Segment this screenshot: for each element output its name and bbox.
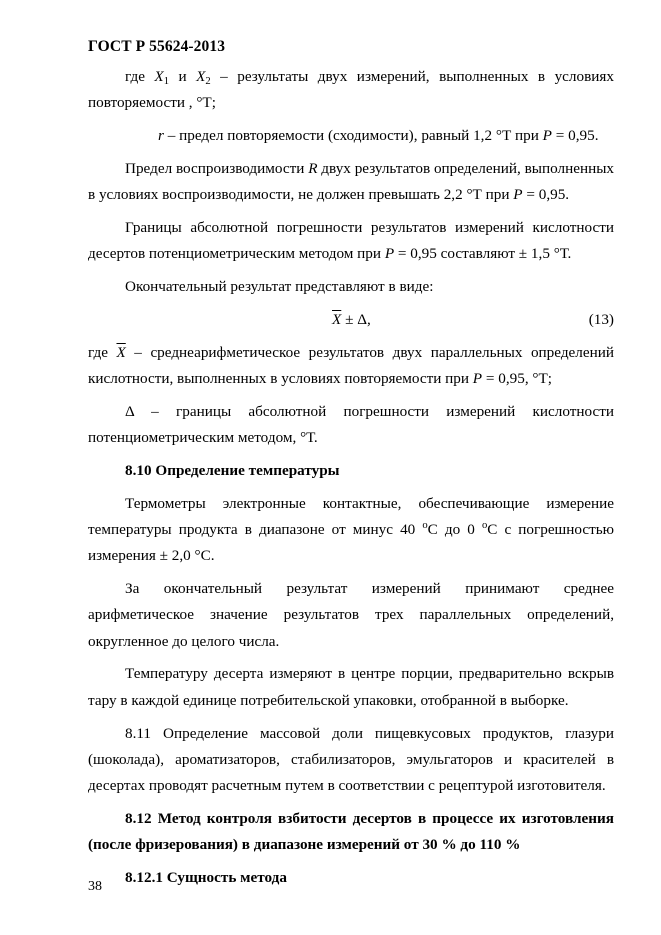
heading-8-12-1: 8.12.1 Сущность метода (125, 869, 287, 887)
text-run: = 0,95. (551, 127, 599, 145)
text-run: С с погрешностью измерения ± 2,0 °С. (88, 520, 615, 565)
var-p: P (542, 127, 552, 145)
text-run: = 0,95, °Т; (482, 369, 552, 387)
paragraph-8-11: 8.11 Определение массовой доли пищевкусовых продуктов, глазури (шоколада), ароматизаторов, стабилизаторов, эмульгаторов и красителей в десертах проводят расчетным путем в соответствии с рецептурой изготовителя. (88, 724, 614, 795)
heading-8-12: 8.12 Метод контроля взбитости десертов в процессе их изготовления (после фризерования) в диапазоне измерений от 30 % до 110 % (88, 809, 614, 854)
text-run: С до 0 (427, 520, 482, 538)
text-run: и (169, 68, 197, 85)
text-run: Термометры электронные контактные, обеспечивающие измерение температуры продукта в диапазоне от минус 40 (88, 494, 614, 538)
formula-13 (88, 307, 614, 333)
formula-expression (332, 307, 371, 333)
paragraph-result-form: Окончательный результат представляют в виде: (125, 278, 434, 296)
paragraph-reproducibility-limit (88, 156, 614, 209)
text-run: – среднеарифметическое результатов двух параллельных определений кислотности, выполненных в условиях повторяемости при (88, 343, 614, 387)
paragraph-error-bounds (88, 215, 614, 268)
var-x2: X (196, 68, 206, 85)
var-p: P (384, 245, 395, 263)
paragraph-final-result: За окончательный результат измерений принимают среднее арифметическое значение результатов трех параллельных определений, округленное до целого числа. (88, 580, 614, 650)
subscript-2: 2 (205, 76, 211, 87)
paragraph-x-mean-definition (88, 340, 614, 393)
var-x-mean: $\overline{X}$ (332, 310, 342, 328)
text-run: двух результатов определений, выполненных в условиях воспроизводимости, не должен превышать 2,2 °Т при (88, 159, 614, 204)
text-run: где (88, 343, 117, 361)
degree-superscript: о (422, 519, 428, 531)
text-run: = 0,95. (522, 186, 570, 204)
paragraph-x1-x2-definition (88, 64, 614, 117)
text-run: – результаты двух измерений, выполненных в условиях повторяемости , °Т; (88, 68, 614, 112)
var-x1: X (154, 68, 164, 85)
paragraph-r-definition (88, 123, 614, 149)
var-p: P (513, 186, 523, 204)
formula-rest: ± Δ, (341, 310, 371, 328)
paragraph-measure-center: Температуру десерта измеряют в центре порции, предварительно вскрыв тару в каждой единице потребительской упаковки, отобранной в выборке. (88, 665, 614, 709)
heading-8-10: 8.10 Определение температуры (125, 461, 340, 479)
paragraph-thermometers (88, 491, 614, 570)
document-body (88, 64, 614, 898)
subscript-1: 1 (163, 76, 170, 87)
page-number: 38 (88, 879, 102, 894)
text-run: где (125, 68, 155, 85)
text-run: – предел повторяемости (сходимости), равный 1,2 °Т при (163, 127, 543, 145)
var-p: P (472, 369, 483, 387)
document-header: ГОСТ Р 55624-2013 (88, 38, 226, 55)
var-x-mean: $\overline{X}$ (116, 343, 126, 361)
var-r-upper: R (308, 159, 318, 177)
degree-superscript: о (481, 519, 488, 531)
text-run: Предел воспроизводимости (125, 159, 309, 177)
paragraph-delta-definition: Δ – границы абсолютной погрешности измерений кислотности потенциометрическим методом, °Т. (88, 402, 614, 447)
text-run: Границы абсолютной погрешности результатов измерений кислотности десертов потенциометрическим методом при (88, 218, 614, 263)
text-run: = 0,95 составляют ± 1,5 °Т. (394, 245, 572, 263)
var-r: r (158, 127, 164, 145)
formula-number: (13) (588, 310, 614, 328)
